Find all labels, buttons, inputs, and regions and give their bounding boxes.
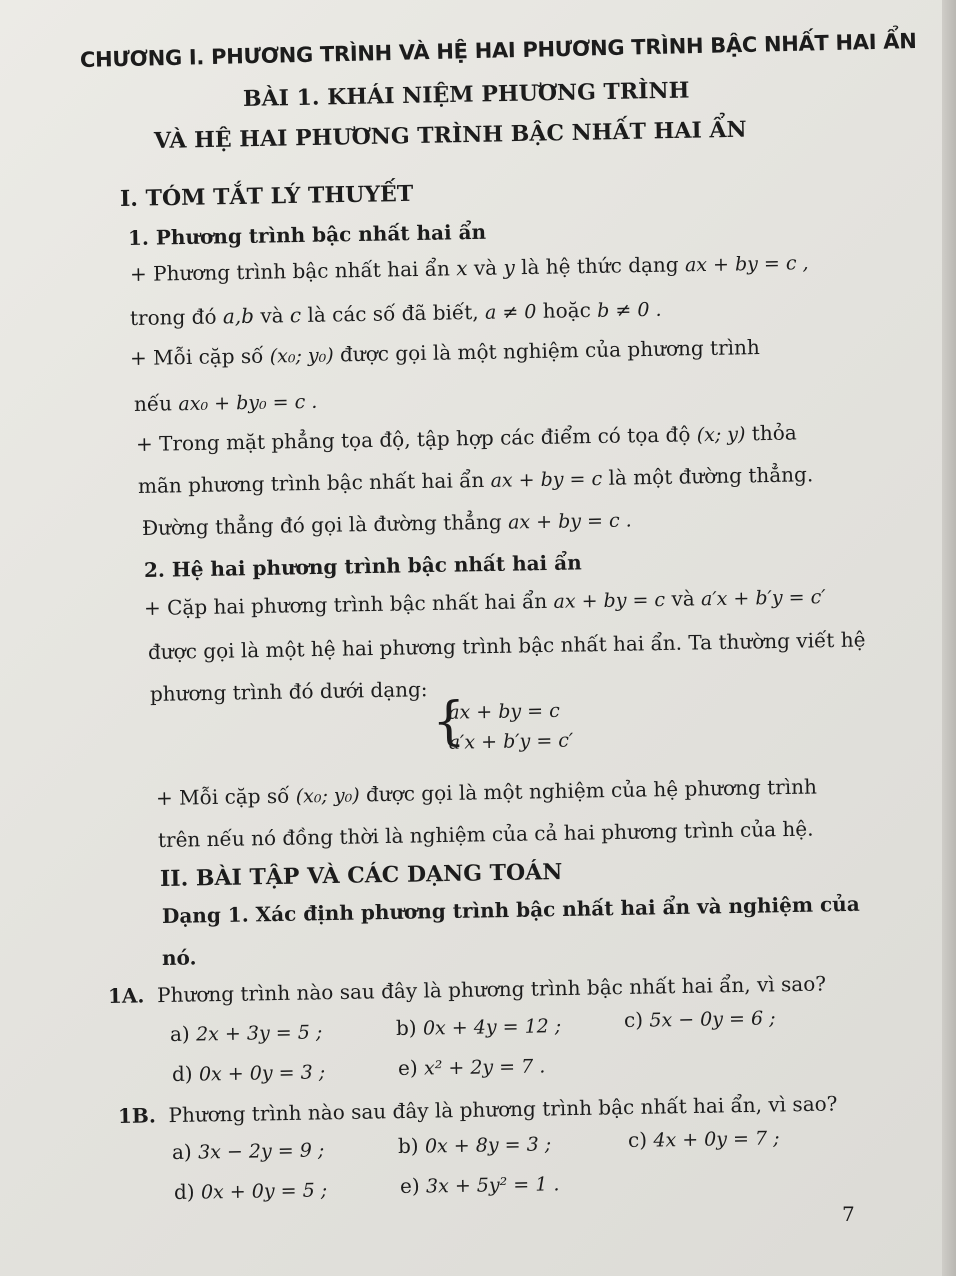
text: và [467, 255, 504, 281]
option-equation: 2x + 3y = 5 ; [195, 1021, 323, 1046]
text: là một đường thẳng. [601, 462, 814, 490]
option-key: d) [173, 1179, 195, 1204]
p5-line1 [156, 774, 817, 810]
text: hoặc [536, 297, 598, 323]
vars-ab: a,b [222, 303, 255, 329]
equation-a: ax + by = c [553, 588, 666, 613]
p4-line1 [144, 584, 826, 620]
text: được gọi là một nghiệm của hệ phương trình [359, 774, 818, 807]
text: + Trong mặt phẳng tọa độ, tập hợp các điểm có tọa độ [135, 422, 697, 456]
text: + Mỗi cặp số [155, 783, 296, 810]
option-equation: x² + 2y = 7 . [423, 1055, 546, 1080]
text: trong đó [129, 304, 224, 330]
option-equation: 0x + 8y = 3 ; [424, 1133, 552, 1158]
exercise-label: 1A. [107, 983, 145, 1008]
dang1-line2: nó. [161, 945, 197, 970]
var-c: c [289, 303, 302, 328]
ex1B-option-a [172, 1137, 325, 1164]
pair: (x₀; y₀) [269, 344, 334, 368]
pair: (x₀; y₀) [295, 784, 360, 808]
ex1A-option-b [396, 1013, 562, 1040]
option-key: c) [623, 1007, 644, 1032]
text: nếu [133, 391, 179, 416]
p4-line3: phương trình đó dưới dạng: [149, 677, 428, 706]
option-key: a) [169, 1021, 190, 1046]
ex1A-option-d [172, 1059, 326, 1086]
ex1A-option-a [170, 1019, 323, 1046]
option-equation: 4x + 0y = 7 ; [653, 1127, 780, 1152]
page-number: 7 [842, 1202, 855, 1226]
dang1-line1: Dạng 1. Xác định phương trình bậc nhất hai ẩn và nghiệm của [161, 891, 860, 928]
equation: ax + by = c . [507, 509, 632, 534]
option-key: e) [399, 1173, 420, 1198]
exercise-1A-question [108, 971, 826, 1008]
section-2-title: II. BÀI TẬP VÀ CÁC DẠNG TOÁN [159, 858, 563, 892]
option-equation: 5x − 0y = 6 ; [649, 1007, 776, 1032]
text: và [664, 586, 702, 611]
question-text: Phương trình nào sau đây là phương trình bậc nhất hai ẩn, vì sao? [156, 971, 827, 1008]
subsection-2-title: 2. Hệ hai phương trình bậc nhất hai ẩn [143, 550, 582, 582]
system-line-2: a′x + b′y = c′ [448, 729, 574, 754]
ex1A-option-c [624, 1005, 776, 1032]
text: + Mỗi cặp số [129, 343, 270, 370]
text: mãn phương trình bậc nhất hai ẩn [137, 467, 491, 498]
lesson-title-line1: BÀI 1. KHÁI NIỆM PHƯƠNG TRÌNH [242, 77, 690, 112]
condition-a: a ≠ 0 [484, 300, 537, 324]
p3-line3 [142, 507, 632, 540]
p2-line1 [130, 335, 760, 370]
option-equation: 3x − 2y = 9 ; [197, 1139, 325, 1164]
option-equation: 0x + 0y = 5 ; [200, 1179, 328, 1204]
option-equation: 3x + 5y² = 1 . [425, 1173, 560, 1198]
equation-b: a′x + b′y = c′ [700, 586, 826, 611]
p3-line1 [136, 420, 797, 456]
text: thỏa [745, 420, 797, 446]
option-key: b) [395, 1015, 417, 1040]
text: là các số đã biết, [300, 299, 486, 328]
equation: ax₀ + by₀ = c . [178, 390, 318, 416]
equation: ax + by = c [490, 467, 603, 492]
condition-b: b ≠ 0 . [596, 298, 662, 322]
text: được gọi là một nghiệm của phương trình [333, 335, 761, 367]
option-equation: 0x + 0y = 3 ; [198, 1061, 326, 1086]
var-x: x [456, 256, 468, 281]
option-key: c) [627, 1127, 648, 1152]
text: Đường thẳng đó gọi là đường thẳng [141, 509, 509, 540]
system-brace: { [431, 691, 466, 752]
text: + Phương trình bậc nhất hai ẩn [129, 256, 457, 286]
exercise-1B-question [118, 1091, 838, 1128]
p1-line2 [130, 297, 662, 330]
point: (x; y) [696, 423, 746, 447]
ex1B-option-e [400, 1171, 560, 1198]
ex1B-option-b [398, 1131, 552, 1158]
p1-line1 [130, 250, 809, 286]
p2-line2 [134, 389, 318, 416]
p5-line2: trên nếu nó đồng thời là nghiệm của cả hai phương trình của hệ. [157, 816, 814, 852]
equation: ax + by = c , [684, 252, 809, 277]
text: + Cặp hai phương trình bậc nhất hai ẩn [143, 588, 554, 620]
text: và [253, 303, 291, 328]
section-1-title: I. TÓM TẮT LÝ THUYẾT [119, 180, 414, 212]
ex1B-option-d [174, 1177, 328, 1204]
p4-line2: được gọi là một hệ hai phương trình bậc nhất hai ẩn. Ta thường viết hệ [147, 627, 866, 664]
var-y: y [503, 255, 515, 280]
ex1B-option-c [628, 1125, 780, 1152]
question-text: Phương trình nào sau đây là phương trình bậc nhất hai ẩn, vì sao? [168, 1091, 838, 1128]
option-key: a) [171, 1139, 192, 1164]
option-key: d) [171, 1061, 193, 1086]
system-line-1: ax + by = c [448, 699, 560, 724]
page-edge-shadow [942, 0, 956, 1276]
exercise-label: 1B. [117, 1103, 157, 1128]
chapter-title: CHƯƠNG I. PHƯƠNG TRÌNH VÀ HỆ HAI PHƯƠNG TRÌNH BẬC NHẤT HAI ẨN [79, 29, 917, 72]
option-equation: 0x + 4y = 12 ; [422, 1015, 562, 1040]
p3-line2 [138, 462, 814, 498]
ex1A-option-e [398, 1053, 546, 1080]
text: là hệ thức dạng [514, 252, 686, 280]
option-key: b) [397, 1133, 419, 1158]
subsection-1-title: 1. Phương trình bậc nhất hai ẩn [127, 219, 487, 250]
lesson-title-line2: VÀ HỆ HAI PHƯƠNG TRÌNH BẬC NHẤT HAI ẨN [153, 116, 747, 154]
option-key: e) [397, 1055, 418, 1080]
